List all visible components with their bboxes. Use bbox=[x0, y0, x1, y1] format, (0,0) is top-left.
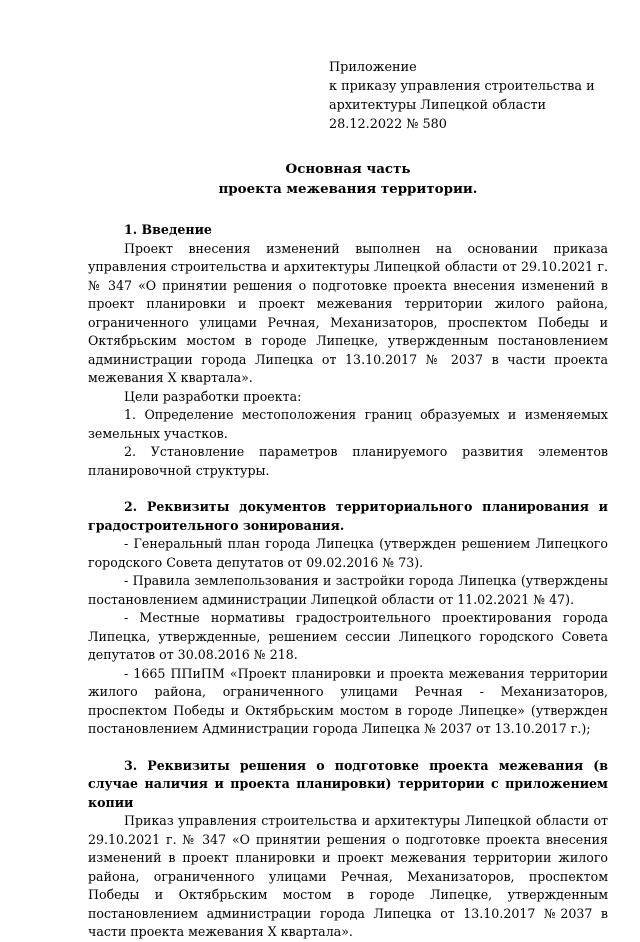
section-decision-details bbox=[88, 757, 608, 942]
paragraph: - Генеральный план города Липецка (утвержден решением Липецкого городского Совета депутатов от 09.02.2016 № 73). bbox=[88, 536, 608, 570]
paragraph: - Местные нормативы градостроительного проектирования города Липецка, утвержденные, решением сессии Липецкого городского Совета депутатов от 30.08.2016 № 218. bbox=[88, 610, 608, 662]
document-title bbox=[88, 159, 608, 199]
spacer bbox=[88, 739, 608, 757]
paragraph: Цели разработки проекта: bbox=[124, 388, 302, 404]
appendix-line: к приказу управления строительства и bbox=[329, 79, 595, 94]
paragraph: Проект внесения изменений выполнен на основании приказа управления строительства и архитектуры Липецкой области от 29.10.2021 г. № 347 «О принятии решения о подготовке проекта внесения изменений в проект планировки и проект межевания территории жилого района, ограниченного улицами Речная, Механизаторов, проспектом Победы и Октябрьским мостом в городе Липецке, утвержденным постановлением администрации города Липецка от 13.10.2017 № 2037 в части проекта межевания X квартала». bbox=[88, 240, 608, 385]
section-planning-documents bbox=[88, 498, 608, 739]
section-heading: 1. Введение bbox=[124, 222, 212, 237]
section-introduction bbox=[88, 221, 608, 480]
paragraph: Приказ управления строительства и архитектуры Липецкой области от 29.10.2021 г. № 347 «О принятии решения о подготовке проекта внесения изменений в проект планировки и проект межевания территории жилого района, ограниченного улицами Речная, Механизаторов, проспектом Победы и Октябрьским мостом в городе Липецке, утвержденным постановлением администрации города Липецка от 13.10.2017 №2037 в части проекта межевания X квартала». bbox=[88, 813, 608, 939]
section-heading: 3. Реквизиты решения о подготовке проекта межевания (в случае наличия и проекта планировки) территории с приложением копии bbox=[88, 757, 608, 810]
appendix-date-number: 28.12.2022 № 580 bbox=[329, 117, 447, 132]
paragraph: - 1665 ППиПМ «Проект планировки и проекта межевания территории жилого района, ограниченного улицами Речная - Механизаторов, проспектом Победы и Октябрьским мостом в городе Липецке» (утвержден постановлением Администрации города Липецка № 2037 от 13.10.2017 г.); bbox=[88, 665, 608, 736]
appendix-block bbox=[329, 58, 608, 134]
section-heading: 2. Реквизиты документов территориального планирования и градостроительного зонирования. bbox=[88, 499, 608, 533]
title-line-1: Основная часть bbox=[285, 161, 411, 177]
paragraph: 2. Установление параметров планируемого развития элементов планировочной структуры. bbox=[88, 444, 608, 478]
paragraph: 1. Определение местоположения границ образуемых и изменяемых земельных участков. bbox=[88, 407, 608, 441]
paragraph: - Правила землепользования и застройки города Липецка (утверждены постановлением администрации Липецкой области от 11.02.2021 № 47). bbox=[88, 573, 608, 607]
appendix-line: Приложение bbox=[329, 60, 417, 75]
title-line-2: проекта межевания территории. bbox=[218, 181, 478, 197]
spacer bbox=[88, 480, 608, 498]
appendix-line: архитектуры Липецкой области bbox=[329, 98, 547, 113]
